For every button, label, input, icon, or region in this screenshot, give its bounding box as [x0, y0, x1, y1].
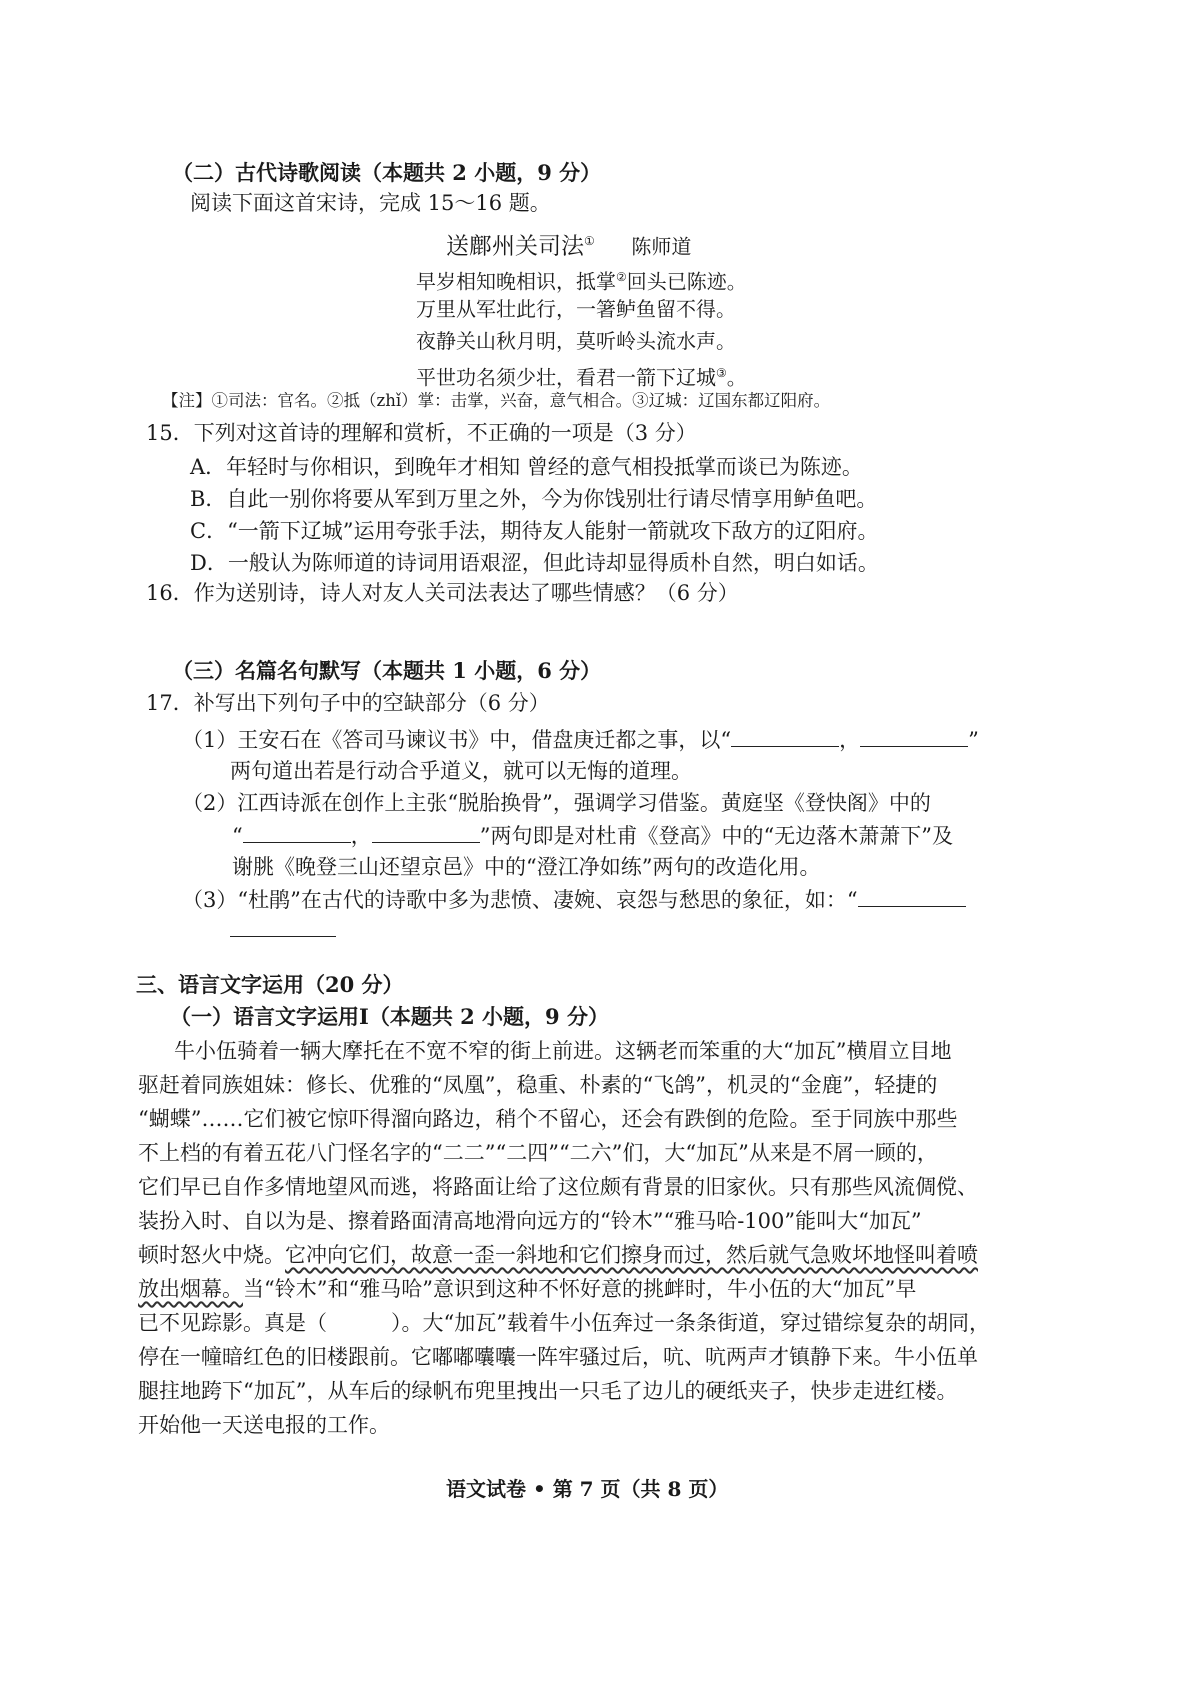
question-16: 16．作为送别诗，诗人对友人关司法表达了哪些情感？（6 分）: [146, 581, 739, 605]
passage-line-9: [138, 1308, 990, 1338]
poem-line-4-footnote: ③: [716, 366, 727, 380]
question-17-item-3-cont: [230, 914, 336, 945]
question-17-item-3: [182, 884, 966, 915]
poem-line-1-rest: 回头已陈迹。: [626, 269, 747, 294]
passage-line-7-start: 顿时怒火中烧。: [138, 1243, 285, 1267]
passage-line-8-rest: 当“铃木”和“雅马哈”意识到这种不怀好意的挑衅时，牛小伍的大“加瓦”早: [243, 1277, 917, 1301]
blank-1a[interactable]: [731, 724, 839, 747]
section-heading-recitation: （三）名篇名句默写（本题共 1 小题，6 分）: [172, 658, 602, 683]
item-1-comma: ，: [839, 728, 861, 752]
passage-line-2: 驱赶着同族姐妹：修长、优雅的“凤凰”，稳重、朴素的“飞鸽”，机灵的“金鹿”，轻捷的: [138, 1073, 938, 1097]
passage-line-4: 不上档的有着五花八门怪名字的“二二”“二四”“二六”们，大“加瓦”从来是不屑一顾的，: [138, 1141, 938, 1165]
poem-line-4-end: 。: [726, 365, 747, 390]
item-3-text: （3）“杜鹃”在古代的诗歌中多为悲愤、凄婉、哀怨与愁思的象征，如：“: [182, 888, 858, 912]
blank-3b[interactable]: [230, 914, 336, 937]
question-15-option-b: B．自此一别你将要从军到万里之外，今为你饯别壮行请尽情享用鲈鱼吧。: [190, 487, 878, 511]
poem-line-1-footnote: ②: [616, 270, 627, 284]
underlined-sentence-part-2: 放出烟幕。: [138, 1277, 243, 1301]
part-3-subheading: （一）语言文字运用Ⅰ（本题共 2 小题，9 分）: [170, 1004, 609, 1029]
underlined-sentence-part-1: 它冲向它们，故意一歪一斜地和它们擦身而过，然后就气急败坏地怪叫着喷: [285, 1243, 978, 1267]
question-15-option-c: C．“一箭下辽城”运用夸张手法，期待友人能射一箭就攻下敌方的辽阳府。: [190, 519, 879, 543]
passage-line-11: 腿拄地跨下“加瓦”，从车后的绿帆布兜里拽出一只毛了边儿的硬纸夹子，快步走进红楼。: [138, 1379, 958, 1403]
poem-line-2: 万里从军壮此行，一箸鲈鱼留不得。: [416, 297, 736, 321]
poem-line-1: [416, 262, 747, 297]
part-3-heading: 三、语言文字运用（20 分）: [136, 972, 404, 997]
blank-2a[interactable]: [243, 820, 351, 843]
question-15-option-d: D．一般认为陈师道的诗词用语艰涩，但此诗却显得质朴自然，明白如话。: [190, 551, 879, 575]
poem-note: 【注】①司法：官名。②抵（zhǐ）掌：击掌，兴奋，意气相合。③辽城：辽国东都辽阳府。: [162, 391, 831, 410]
item-2-tail: ”两句即是对杜甫《登高》中的“无边落木萧萧下”及: [479, 824, 953, 848]
item-1-text: （1）王安石在《答司马谏议书》中，借盘庚迁都之事，以“: [182, 728, 732, 752]
question-17-item-2-cont: [232, 820, 953, 851]
question-17-item-2: （2）江西诗派在创作上主张“脱胎换骨”，强调学习借鉴。黄庭坚《登快阁》中的: [182, 791, 931, 815]
question-15-stem: 15．下列对这首诗的理解和赏析，不正确的一项是（3 分）: [146, 421, 697, 445]
poem-title: 送鄜州关司法: [446, 233, 584, 260]
passage-line-1: 牛小伍骑着一辆大摩托在不宽不窄的街上前进。这辆老而笨重的大“加瓦”横眉立目地: [174, 1039, 952, 1063]
section-heading-poetry: （二）古代诗歌阅读（本题共 2 小题，9 分）: [172, 160, 602, 185]
item-2-open-quote: “: [232, 824, 243, 848]
passage-line-12: 开始他一天送电报的工作。: [138, 1413, 390, 1437]
poem-line-4-text: 平世功名须少壮，看君一箭下辽城: [416, 365, 716, 390]
passage-line-5: 它们早已自作多情地望风而逃，将路面让给了这位颇有背景的旧家伙。只有那些风流倜傥、: [138, 1175, 978, 1199]
question-15-option-a: A．年轻时与你相识，到晚年才相知 曾经的意气相投抵掌而谈已为陈迹。: [190, 455, 863, 479]
passage-line-10: 停在一幢暗红色的旧楼跟前。它嘟嘟囔囔一阵牢骚过后，吭、吭两声才镇静下来。牛小伍单: [138, 1345, 978, 1369]
passage-line-3: “蝴蝶”……它们被它惊吓得溜向路边，稍个不留心，还会有跌倒的危险。至于同族中那些: [138, 1107, 958, 1131]
item-1-close-quote: ”: [968, 728, 979, 752]
poetry-instruction: 阅读下面这首宋诗，完成 15～16 题。: [190, 191, 551, 215]
blank-1b[interactable]: [860, 724, 968, 747]
passage-line-8: [138, 1274, 916, 1304]
poem-title-footnote: ①: [584, 234, 595, 248]
blank-3a[interactable]: [858, 884, 966, 907]
poem-line-1-text: 早岁相知晚相识，抵掌: [416, 269, 616, 294]
question-17-item-1: [182, 724, 979, 755]
passage-line-9-rest: ）。大“加瓦”载着牛小伍奔过一条条街道，穿过错综复杂的胡同，: [391, 1311, 990, 1335]
poem-line-3: 夜静关山秋月明，莫听岭头流水声。: [416, 329, 736, 353]
item-2-comma: ，: [350, 824, 372, 848]
question-17-stem: 17．补写出下列句子中的空缺部分（6 分）: [146, 691, 550, 715]
question-17-item-1-cont: 两句道出若是行动合乎道义，就可以无悔的道理。: [230, 759, 692, 783]
blank-2b[interactable]: [372, 820, 480, 843]
question-17-item-2-cont2: 谢朓《晚登三山还望京邑》中的“澄江净如练”两句的改造化用。: [232, 855, 821, 879]
poem-author: 陈师道: [631, 234, 692, 259]
poem-title-line: [446, 226, 691, 262]
passage-line-6: 装扮入时、自以为是、擦着路面清高地滑向远方的“铃木”“雅马哈-100”能叫大“加瓦”: [138, 1209, 922, 1233]
passage-line-7: [138, 1240, 978, 1270]
page-footer: 语文试卷 • 第 7 页（共 8 页）: [446, 1477, 729, 1501]
passage-line-9-start: 已不见踪影。真是（: [138, 1311, 327, 1335]
